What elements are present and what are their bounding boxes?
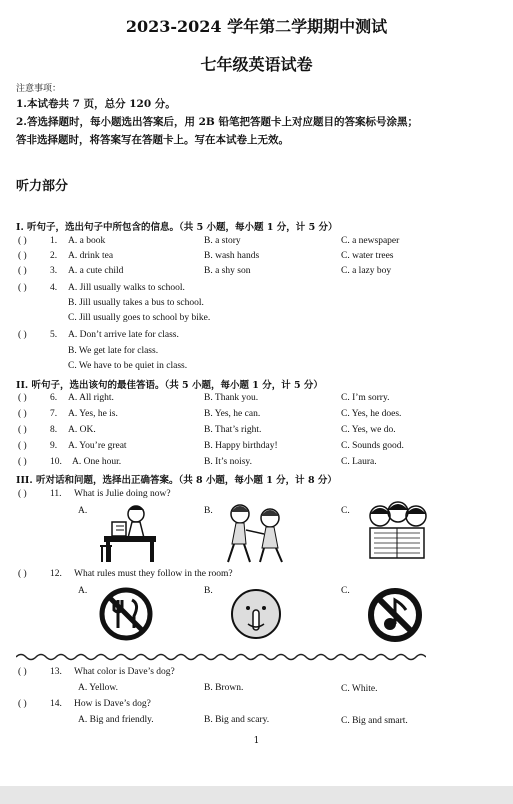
option-b: B. [204, 586, 213, 596]
option-c: C. Yes, we do. [341, 425, 396, 435]
no-eating-sign-icon [98, 586, 154, 642]
option-a: A. Big and friendly. [78, 715, 154, 725]
question-number: 12. [50, 569, 62, 579]
answer-paren: ( ) [18, 425, 27, 435]
kids-reading-newspaper-picture [364, 500, 430, 562]
answer-paren: ( ) [18, 569, 27, 579]
option-b: B. [204, 506, 213, 516]
option-b: B. Big and scary. [204, 715, 270, 725]
option-a: A. [78, 506, 88, 516]
option-a: A. a cute child [68, 266, 124, 276]
option-b: B. Happy birthday! [204, 441, 278, 451]
option-c: C. Jill usually goes to school by bike. [68, 313, 211, 323]
option-a: A. a book [68, 236, 106, 246]
option-a: A. Yellow. [78, 683, 119, 693]
answer-paren: ( ) [18, 667, 27, 677]
exam-subtitle: 七年级英语试卷 [200, 55, 313, 74]
answer-paren: ( ) [18, 699, 27, 709]
option-a: A. OK. [68, 425, 96, 435]
answer-paren: ( ) [18, 251, 27, 261]
notice-line-3: 答非选择题时，将答案写在答题卡上。写在本试卷上无效。 [16, 134, 289, 146]
no-music-sign-icon [366, 586, 424, 644]
question-number: 1. [50, 236, 58, 246]
notice-line-2: 2.答选择题时，每小题选出答案后，用 2B 铅笔把答题卡上对应题目的答案标号涂黑； [16, 116, 418, 128]
option-c: C. Big and smart. [341, 716, 408, 726]
option-a: A. drink tea [68, 251, 114, 261]
option-c: C. [341, 506, 350, 516]
question-text: What is Julie doing now? [74, 489, 171, 499]
part2-title: II. 听句子，选出该句的最佳答语。（共 5 小题，每小题 1 分，计 5 分） [16, 380, 323, 391]
question-text: What color is Dave’s dog? [74, 667, 175, 677]
part1-title: I. 听句子，选出句子中所包含的信息。（共 5 小题，每小题 1 分，计 5 分） [16, 222, 338, 233]
section-title-listening: 听力部分 [16, 179, 69, 194]
option-b: B. We get late for class. [68, 346, 159, 356]
answer-paren: ( ) [18, 330, 27, 340]
option-c: C. Sounds good. [341, 441, 404, 451]
notice-line-1: 1.本试卷共 7 页，总分 120 分。 [16, 98, 176, 110]
notice-heading: 注意事项： [16, 84, 62, 94]
option-c: C. White. [341, 684, 378, 694]
option-a: A. Don’t arrive late for class. [68, 330, 179, 340]
option-c: C. water trees [341, 251, 394, 261]
option-b: B. a story [204, 236, 241, 246]
question-number: 3. [50, 266, 58, 276]
option-c: C. We have to be quiet in class. [68, 361, 188, 371]
answer-paren: ( ) [18, 489, 27, 499]
answer-paren: ( ) [18, 393, 27, 403]
option-b: B. a shy son [204, 266, 251, 276]
option-a: A. One hour. [72, 457, 122, 467]
question-number: 7. [50, 409, 58, 419]
option-c: C. a newspaper [341, 236, 400, 246]
option-a: A. [78, 586, 88, 596]
answer-paren: ( ) [18, 236, 27, 246]
question-number: 14. [50, 699, 62, 709]
option-c: C. [341, 586, 350, 596]
option-a: A. All right. [68, 393, 114, 403]
answer-paren: ( ) [18, 457, 27, 467]
question-number: 10. [50, 457, 62, 467]
answer-paren: ( ) [18, 266, 27, 276]
question-text: How is Dave’s dog? [74, 699, 151, 709]
option-a: A. You’re great [68, 441, 127, 451]
section-divider [16, 652, 426, 662]
option-c: C. a lazy boy [341, 266, 392, 276]
option-b: B. Yes, he can. [204, 409, 261, 419]
option-b: B. That’s right. [204, 425, 262, 435]
question-number: 2. [50, 251, 58, 261]
children-playing-picture [220, 500, 292, 564]
option-c: C. Laura. [341, 457, 377, 467]
question-number: 11. [50, 489, 62, 499]
question-number: 9. [50, 441, 58, 451]
option-c: C. I’m sorry. [341, 393, 390, 403]
part3-title: III. 听对话和问题，选择出正确答案。（共 8 小题，每小题 1 分，计 8 分） [16, 475, 337, 486]
exam-title: 2023-2024 学年第二学期期中测试 [125, 17, 388, 36]
option-a: A. Jill usually walks to school. [68, 283, 185, 293]
option-c: C. Yes, he does. [341, 409, 402, 419]
question-text: What rules must they follow in the room? [74, 569, 233, 579]
question-number: 4. [50, 283, 58, 293]
option-b: B. wash hands [204, 251, 260, 261]
answer-paren: ( ) [18, 409, 27, 419]
option-a: A. Yes, he is. [68, 409, 118, 419]
question-number: 5. [50, 330, 58, 340]
option-b: B. It’s noisy. [204, 457, 252, 467]
girl-reading-at-desk-picture [98, 500, 160, 564]
option-b: B. Thank you. [204, 393, 259, 403]
question-number: 6. [50, 393, 58, 403]
keep-quiet-sign-icon [228, 586, 284, 642]
answer-paren: ( ) [18, 283, 27, 293]
page-number: 1 [253, 736, 260, 746]
question-number: 13. [50, 667, 62, 677]
option-b: B. Jill usually takes a bus to school. [68, 298, 204, 308]
answer-paren: ( ) [18, 441, 27, 451]
question-number: 8. [50, 425, 58, 435]
option-b: B. Brown. [204, 683, 244, 693]
